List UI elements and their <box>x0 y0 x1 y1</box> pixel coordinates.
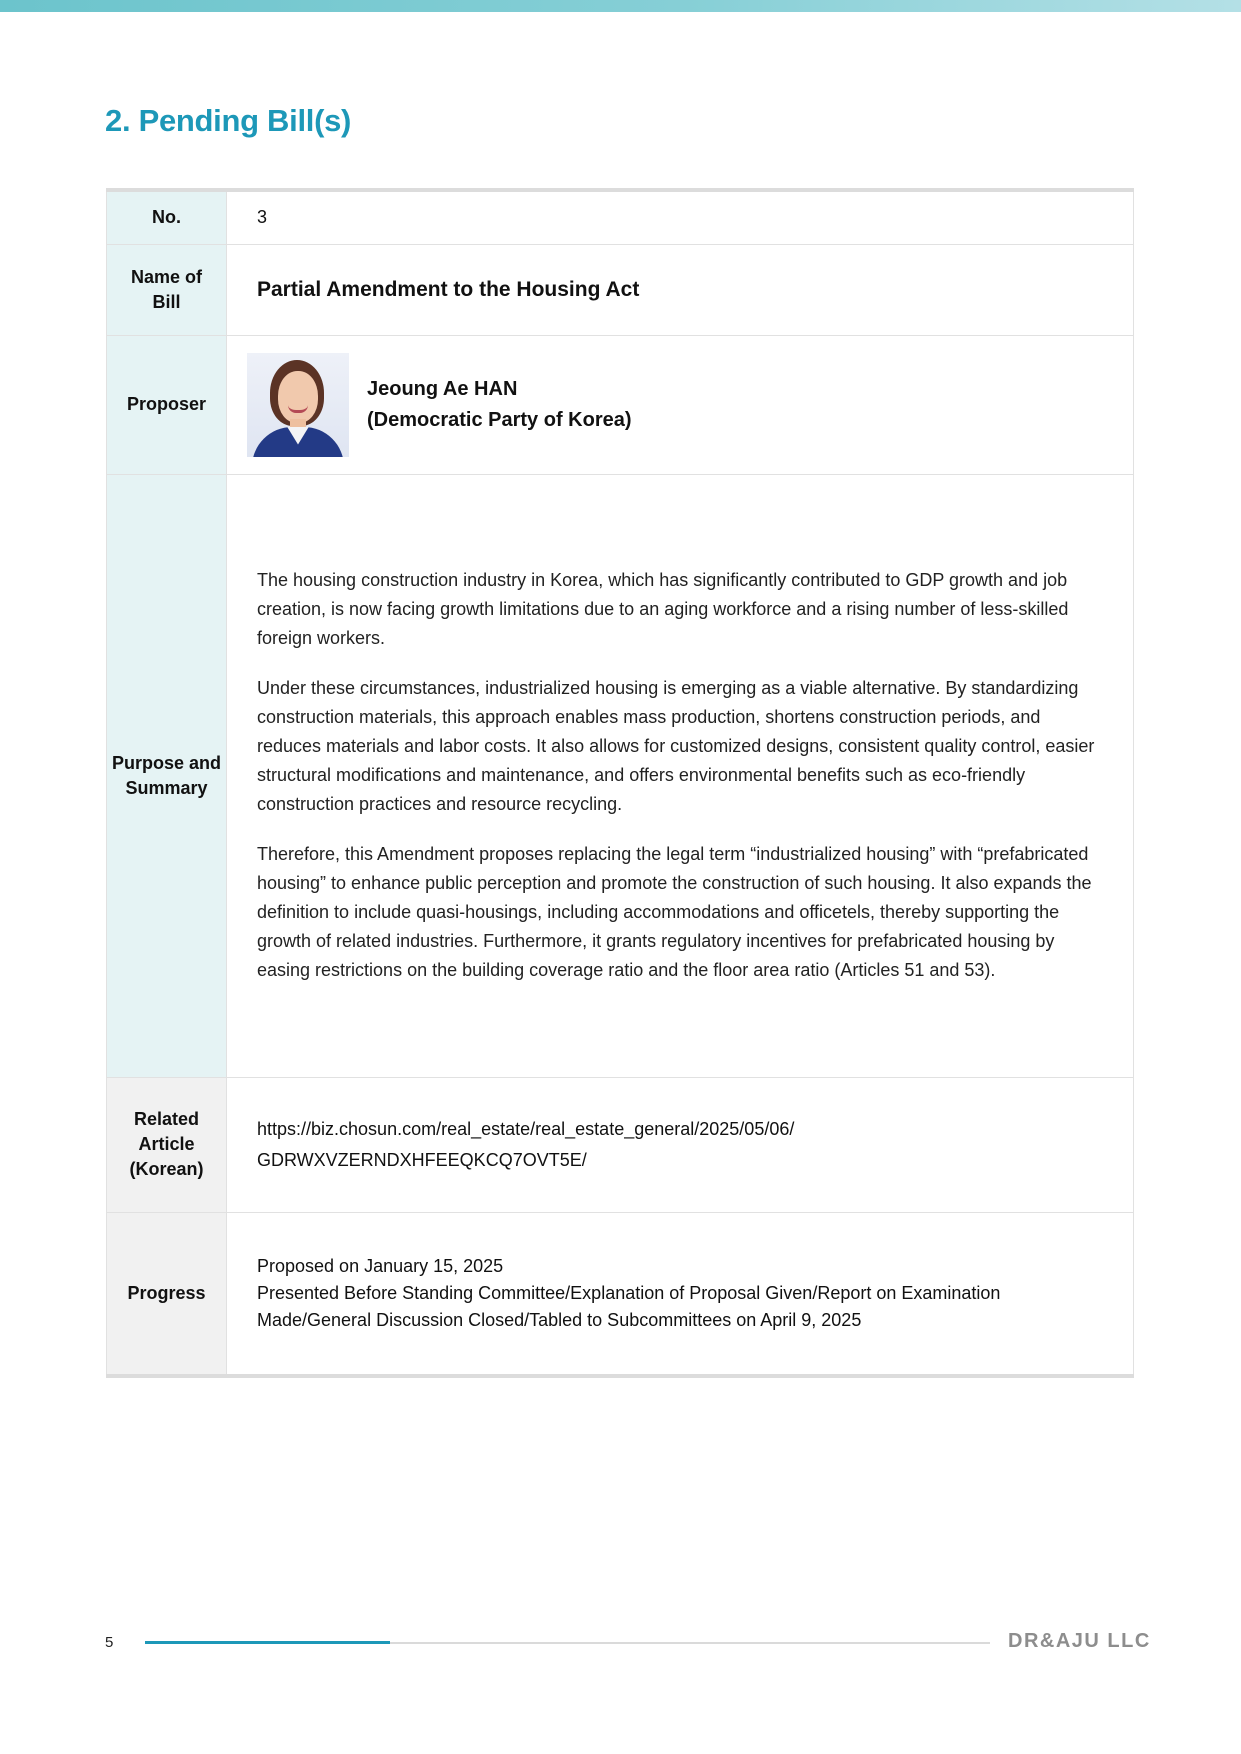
purpose-paragraph-3: Therefore, this Amendment proposes replacing the legal term “industrialized housing” with “prefabricated housing” to enhance public perception and promote the construction of such housing. It also expands the definition to include quasi-housings, including accommodations and officetels, thereby supporting the growth of related industries. Furthermore, it grants regulatory incentives for prefabricated housing by easing restrictions on the building coverage ratio and the floor area ratio (Articles 51 and 53). <box>257 844 1092 980</box>
row-progress <box>107 1212 1134 1376</box>
proposer-photo <box>247 353 349 457</box>
label-article-line3: (Korean) <box>129 1159 204 1179</box>
label-purpose-line1: Purpose and <box>111 752 222 773</box>
footer-brand-logo: DR&AJU LLC <box>1008 1630 1151 1652</box>
top-accent-bar <box>0 0 1241 12</box>
related-article-link[interactable] <box>257 1114 1109 1176</box>
label-name-line1: Name of <box>130 266 202 287</box>
label-no: No. <box>107 190 227 244</box>
proposer-party: (Democratic Party of Korea) <box>367 408 632 431</box>
label-proposer: Proposer <box>107 335 227 474</box>
proposer-cell <box>227 335 1134 474</box>
article-cell <box>227 1077 1134 1212</box>
row-purpose-summary <box>107 474 1134 1077</box>
label-article-line1: Related <box>133 1109 200 1129</box>
label-purpose-line2: Summary <box>125 777 208 798</box>
page-number: 5 <box>105 1634 114 1651</box>
row-bill-name <box>107 244 1134 335</box>
progress-line-2: Presented Before Standing Committee/Explanation of Proposal Given/Report on Examination <box>257 1282 1001 1303</box>
bill-name-cell <box>227 244 1134 335</box>
article-url-line2: GDRWXVZERNDXHFEEQKCQ7OVT5E/ <box>257 1149 587 1170</box>
proposer-text <box>367 374 632 436</box>
section-title: 2. Pending Bill(s) <box>105 103 352 138</box>
proposer-block <box>247 353 1109 457</box>
purpose-paragraph-2: Under these circumstances, industrialized housing is emerging as a viable alternative. By standardizing construction materials, this approach enables mass production, shortens construction periods, and reduces materials and labor costs. It also allows for customized designs, consistent quality control, easier structural modifications and maintenance, and offers environmental benefits such as eco-friendly construction practices and resource recycling. <box>257 678 1095 814</box>
bill-name: Partial Amendment to the Housing Act <box>257 277 640 301</box>
label-purpose-summary <box>107 474 227 1077</box>
progress-line-1: Proposed on January 15, 2025 <box>257 1255 504 1276</box>
proposer-name: Jeoung Ae HAN <box>367 377 518 400</box>
purpose-paragraph-1: The housing construction industry in Korea, which has significantly contributed to GDP growth and job creation, is now facing growth limitations due to an aging workforce and a rising number of less-skilled foreign workers. <box>257 570 1069 648</box>
row-related-article <box>107 1077 1134 1212</box>
progress-line-3: Made/General Discussion Closed/Tabled to Subcommittees on April 9, 2025 <box>257 1309 862 1330</box>
footer-rule-accent <box>145 1641 390 1644</box>
article-url-line1: https://biz.chosun.com/real_estate/real_estate_general/2025/05/06/ <box>257 1118 795 1139</box>
label-progress: Progress <box>107 1212 227 1376</box>
row-number <box>107 190 1134 244</box>
row-proposer <box>107 335 1134 474</box>
label-name-of-bill <box>107 244 227 335</box>
progress-cell <box>227 1212 1134 1376</box>
bill-number: 3 <box>227 190 1134 244</box>
bill-table <box>106 188 1134 1378</box>
label-article-line2: Article <box>138 1134 195 1154</box>
progress-text <box>257 1253 1109 1334</box>
purpose-cell <box>227 474 1134 1077</box>
label-related-article <box>107 1077 227 1212</box>
label-name-line2: Bill <box>152 291 181 312</box>
